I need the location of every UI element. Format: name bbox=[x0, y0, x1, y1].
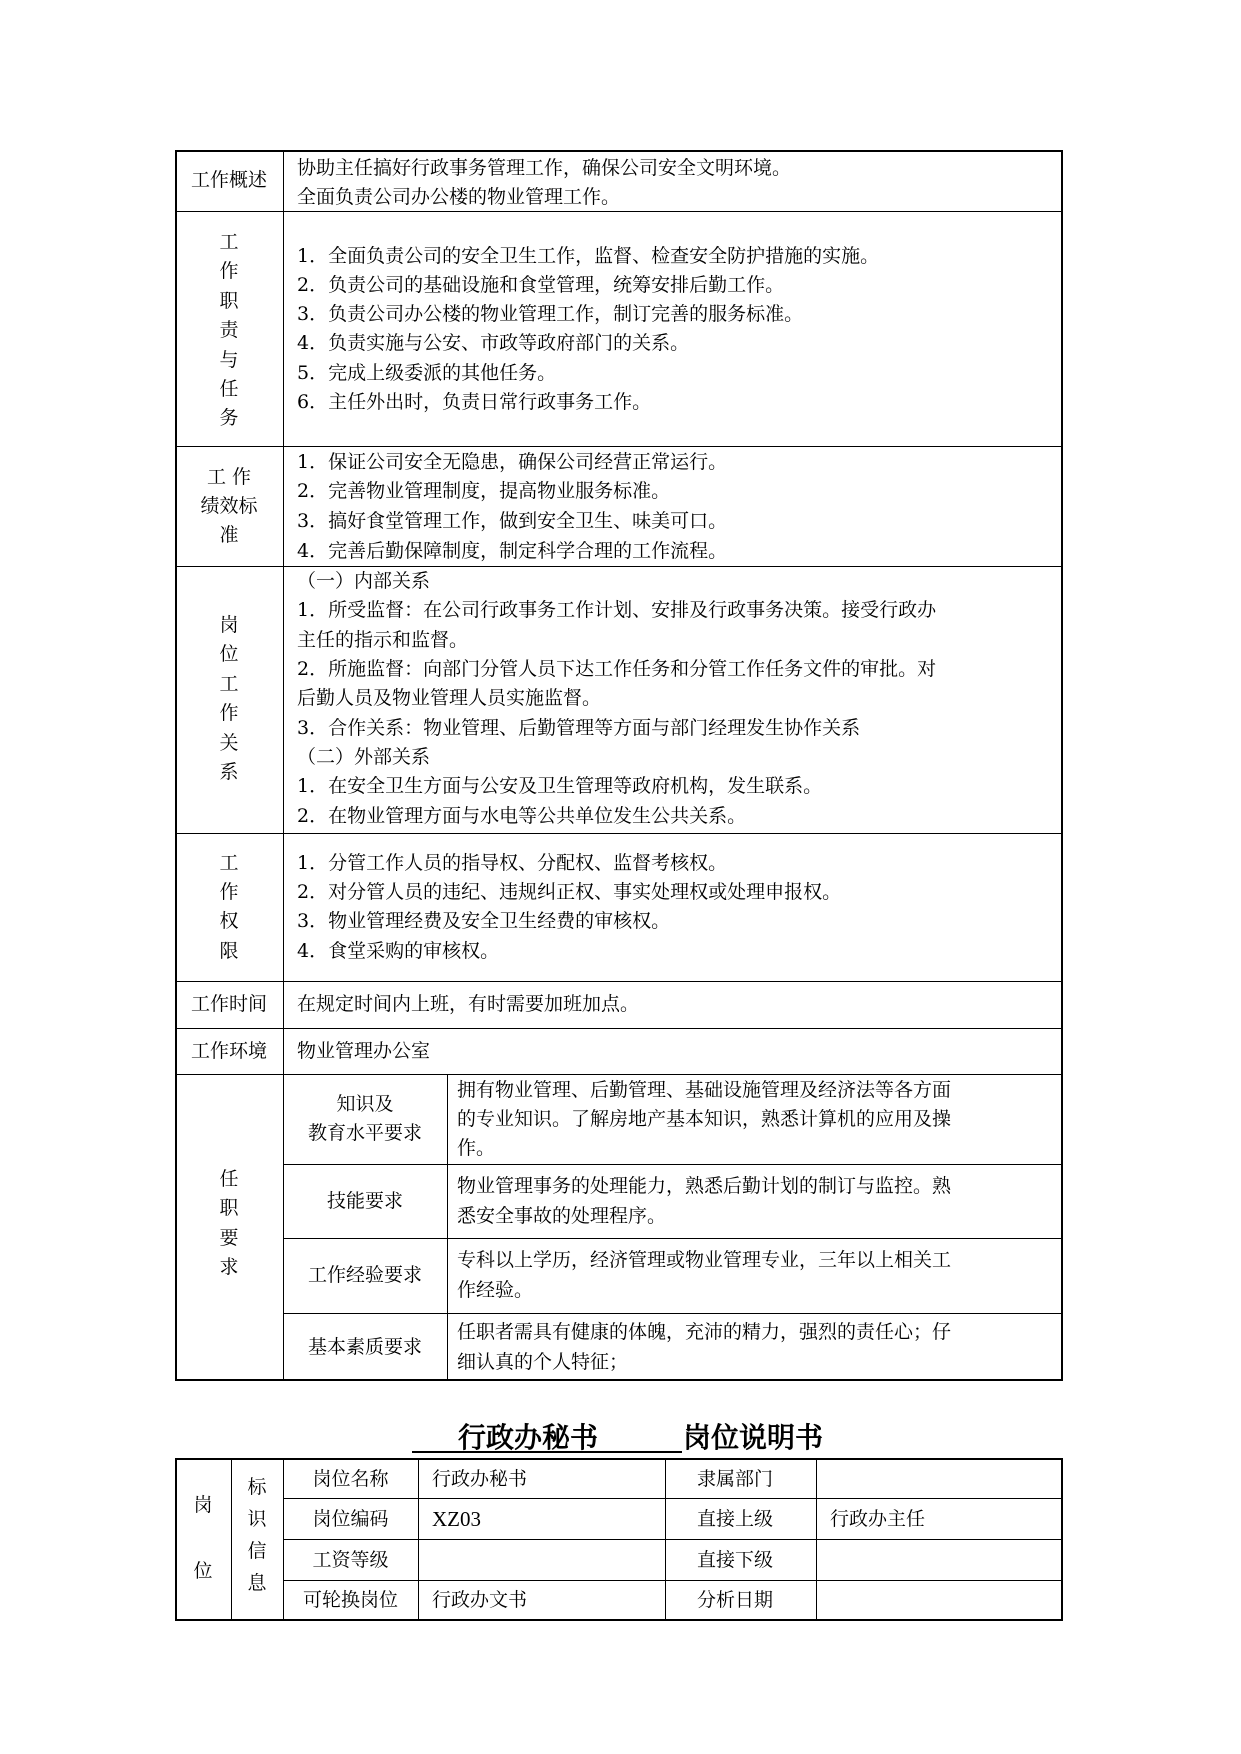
relations-line: 3．合作关系：物业管理、后勤管理等方面与部门经理发生协作关系 bbox=[297, 717, 861, 739]
overview-label: 工作概述 bbox=[190, 169, 267, 191]
authority-label-char: 权 bbox=[219, 910, 239, 932]
relations-label-char: 关 bbox=[219, 732, 239, 754]
id-inner-label-char: 信 bbox=[247, 1540, 267, 1562]
requirement-line: 专科以上学历，经济管理或物业管理专业，三年以上相关工 bbox=[457, 1249, 952, 1271]
authority-item: 4．食堂采购的审核权。 bbox=[297, 940, 500, 962]
row-divider bbox=[175, 1028, 1063, 1029]
duties-label-char: 职 bbox=[219, 290, 239, 312]
authority-label-char: 限 bbox=[219, 940, 239, 962]
authority-label-char: 工 bbox=[219, 852, 239, 874]
work-env-label: 工作环境 bbox=[190, 1040, 267, 1062]
id-inner-label-char: 标 bbox=[247, 1476, 267, 1498]
id-key: 可轮换岗位 bbox=[302, 1589, 398, 1611]
duties-label-char: 工 bbox=[219, 231, 239, 253]
relations-line: （二）外部关系 bbox=[297, 746, 431, 768]
row-divider bbox=[283, 1580, 1063, 1581]
authority-item: 2．对分管人员的违纪、违规纠正权、事实处理权或处理申报权。 bbox=[297, 881, 842, 903]
relations-line: 2．所施监督：向部门分管人员下达工作任务和分管工作任务文件的审批。对 bbox=[297, 658, 937, 680]
row-divider bbox=[175, 981, 1063, 982]
id-key: 隶属部门 bbox=[697, 1468, 774, 1490]
relations-line: 后勤人员及物业管理人员实施监督。 bbox=[297, 687, 602, 709]
authority-label-char: 作 bbox=[219, 881, 239, 903]
id-value: 行政办文书 bbox=[432, 1589, 528, 1611]
duty-item: 3．负责公司办公楼的物业管理工作，制订完善的服务标准。 bbox=[297, 303, 804, 325]
work-time-value: 在规定时间内上班，有时需要加班加点。 bbox=[297, 993, 640, 1015]
id-value: 行政办秘书 bbox=[432, 1468, 528, 1490]
relations-label-char: 位 bbox=[219, 643, 239, 665]
duties-label-char: 作 bbox=[219, 260, 239, 282]
row-divider bbox=[175, 833, 1063, 834]
performance-label-line: 准 bbox=[219, 524, 239, 546]
relations-label-char: 作 bbox=[219, 702, 239, 724]
work-time-label: 工作时间 bbox=[190, 993, 267, 1015]
duties-label-char: 任 bbox=[219, 378, 239, 400]
requirements-label-char: 要 bbox=[219, 1227, 239, 1249]
requirement-line: 作经验。 bbox=[457, 1279, 534, 1301]
requirement-line: 物业管理事务的处理能力，熟悉后勤计划的制订与监控。熟 bbox=[457, 1175, 952, 1197]
performance-label-line: 工 作 bbox=[206, 466, 252, 488]
duty-item: 1．全面负责公司的安全卫生工作，监督、检查安全防护措施的实施。 bbox=[297, 245, 880, 267]
requirement-line: 悉安全事故的处理程序。 bbox=[457, 1205, 667, 1227]
requirements-label-char: 求 bbox=[219, 1256, 239, 1278]
relations-line: 主任的指示和监督。 bbox=[297, 629, 469, 651]
authority-item: 3．物业管理经费及安全卫生经费的审核权。 bbox=[297, 910, 671, 932]
relations-label-char: 工 bbox=[219, 673, 239, 695]
id-inner-label-char: 息 bbox=[247, 1572, 267, 1594]
relations-line: 2．在物业管理方面与水电等公共单位发生公共关系。 bbox=[297, 805, 747, 827]
sub-column-divider bbox=[447, 1074, 448, 1381]
requirement-line: 任职者需具有健康的体魄，充沛的精力，强烈的责任心；仔 bbox=[457, 1321, 952, 1343]
requirement-line: 作。 bbox=[457, 1137, 496, 1159]
id-key: 岗位编码 bbox=[312, 1508, 389, 1530]
row-divider bbox=[283, 1539, 1063, 1540]
id-inner-label-char: 识 bbox=[247, 1508, 267, 1530]
id-value: 行政办主任 bbox=[830, 1508, 926, 1530]
relations-line: 1．所受监督：在公司行政事务工作计划、安排及行政事务决策。接受行政办 bbox=[297, 599, 937, 621]
overview-line: 协助主任搞好行政事务管理工作，确保公司安全文明环境。 bbox=[297, 157, 792, 179]
requirements-label-char: 任 bbox=[219, 1168, 239, 1190]
id-key: 岗位名称 bbox=[312, 1468, 389, 1490]
duties-label-char: 责 bbox=[219, 319, 239, 341]
id-key: 分析日期 bbox=[697, 1589, 774, 1611]
row-divider bbox=[175, 446, 1063, 447]
requirement-label: 基本素质要求 bbox=[307, 1336, 422, 1358]
requirement-label: 教育水平要求 bbox=[307, 1122, 422, 1144]
id-key: 工资等级 bbox=[312, 1549, 389, 1571]
row-divider bbox=[175, 1074, 1063, 1075]
requirement-line: 的专业知识。了解房地产基本知识，熟悉计算机的应用及操 bbox=[457, 1108, 952, 1130]
sub-row-divider bbox=[283, 1238, 1063, 1239]
work-env-value: 物业管理办公室 bbox=[297, 1040, 431, 1062]
title-suffix: 岗位说明书 bbox=[683, 1421, 824, 1454]
duty-item: 5．完成上级委派的其他任务。 bbox=[297, 362, 557, 384]
requirement-label: 技能要求 bbox=[326, 1190, 403, 1212]
requirements-label-char: 职 bbox=[219, 1197, 239, 1219]
title-position: 行政办秘书 bbox=[458, 1421, 599, 1454]
performance-item: 3．搞好食堂管理工作，做到安全卫生、味美可口。 bbox=[297, 510, 728, 532]
performance-item: 1．保证公司安全无隐患，确保公司经营正常运行。 bbox=[297, 451, 728, 473]
relations-line: 1．在安全卫生方面与公安及卫生管理等政府机构，发生联系。 bbox=[297, 775, 823, 797]
sub-row-divider bbox=[283, 1313, 1063, 1314]
sub-row-divider bbox=[283, 1164, 1063, 1165]
performance-label-line: 绩效标 bbox=[200, 495, 258, 517]
relations-label-char: 岗 bbox=[219, 614, 239, 636]
authority-item: 1．分管工作人员的指导权、分配权、监督考核权。 bbox=[297, 852, 728, 874]
relations-line: （一）内部关系 bbox=[297, 570, 431, 592]
duty-item: 6．主任外出时，负责日常行政事务工作。 bbox=[297, 391, 652, 413]
requirement-line: 拥有物业管理、后勤管理、基础设施管理及经济法等各方面 bbox=[457, 1079, 952, 1101]
id-key: 直接下级 bbox=[697, 1549, 774, 1571]
id-outer-label-char: 岗 bbox=[193, 1494, 213, 1516]
requirement-line: 细认真的个人特征； bbox=[457, 1351, 629, 1373]
duty-item: 2．负责公司的基础设施和食堂管理，统筹安排后勤工作。 bbox=[297, 274, 785, 296]
id-key: 直接上级 bbox=[697, 1508, 774, 1530]
row-divider bbox=[283, 1498, 1063, 1499]
id-value: XZ03 bbox=[432, 1507, 481, 1531]
title-underline bbox=[628, 1451, 682, 1453]
performance-item: 2．完善物业管理制度，提高物业服务标准。 bbox=[297, 480, 671, 502]
duties-label-char: 务 bbox=[219, 407, 239, 429]
performance-item: 4．完善后勤保障制度，制定科学合理的工作流程。 bbox=[297, 540, 728, 562]
id-outer-label-char: 位 bbox=[193, 1560, 213, 1582]
overview-line: 全面负责公司办公楼的物业管理工作。 bbox=[297, 186, 621, 208]
duties-label-char: 与 bbox=[219, 349, 239, 371]
requirement-label: 工作经验要求 bbox=[307, 1264, 422, 1286]
relations-label-char: 系 bbox=[219, 761, 239, 783]
requirement-label: 知识及 bbox=[336, 1093, 394, 1115]
duty-item: 4．负责实施与公安、市政等政府部门的关系。 bbox=[297, 332, 690, 354]
